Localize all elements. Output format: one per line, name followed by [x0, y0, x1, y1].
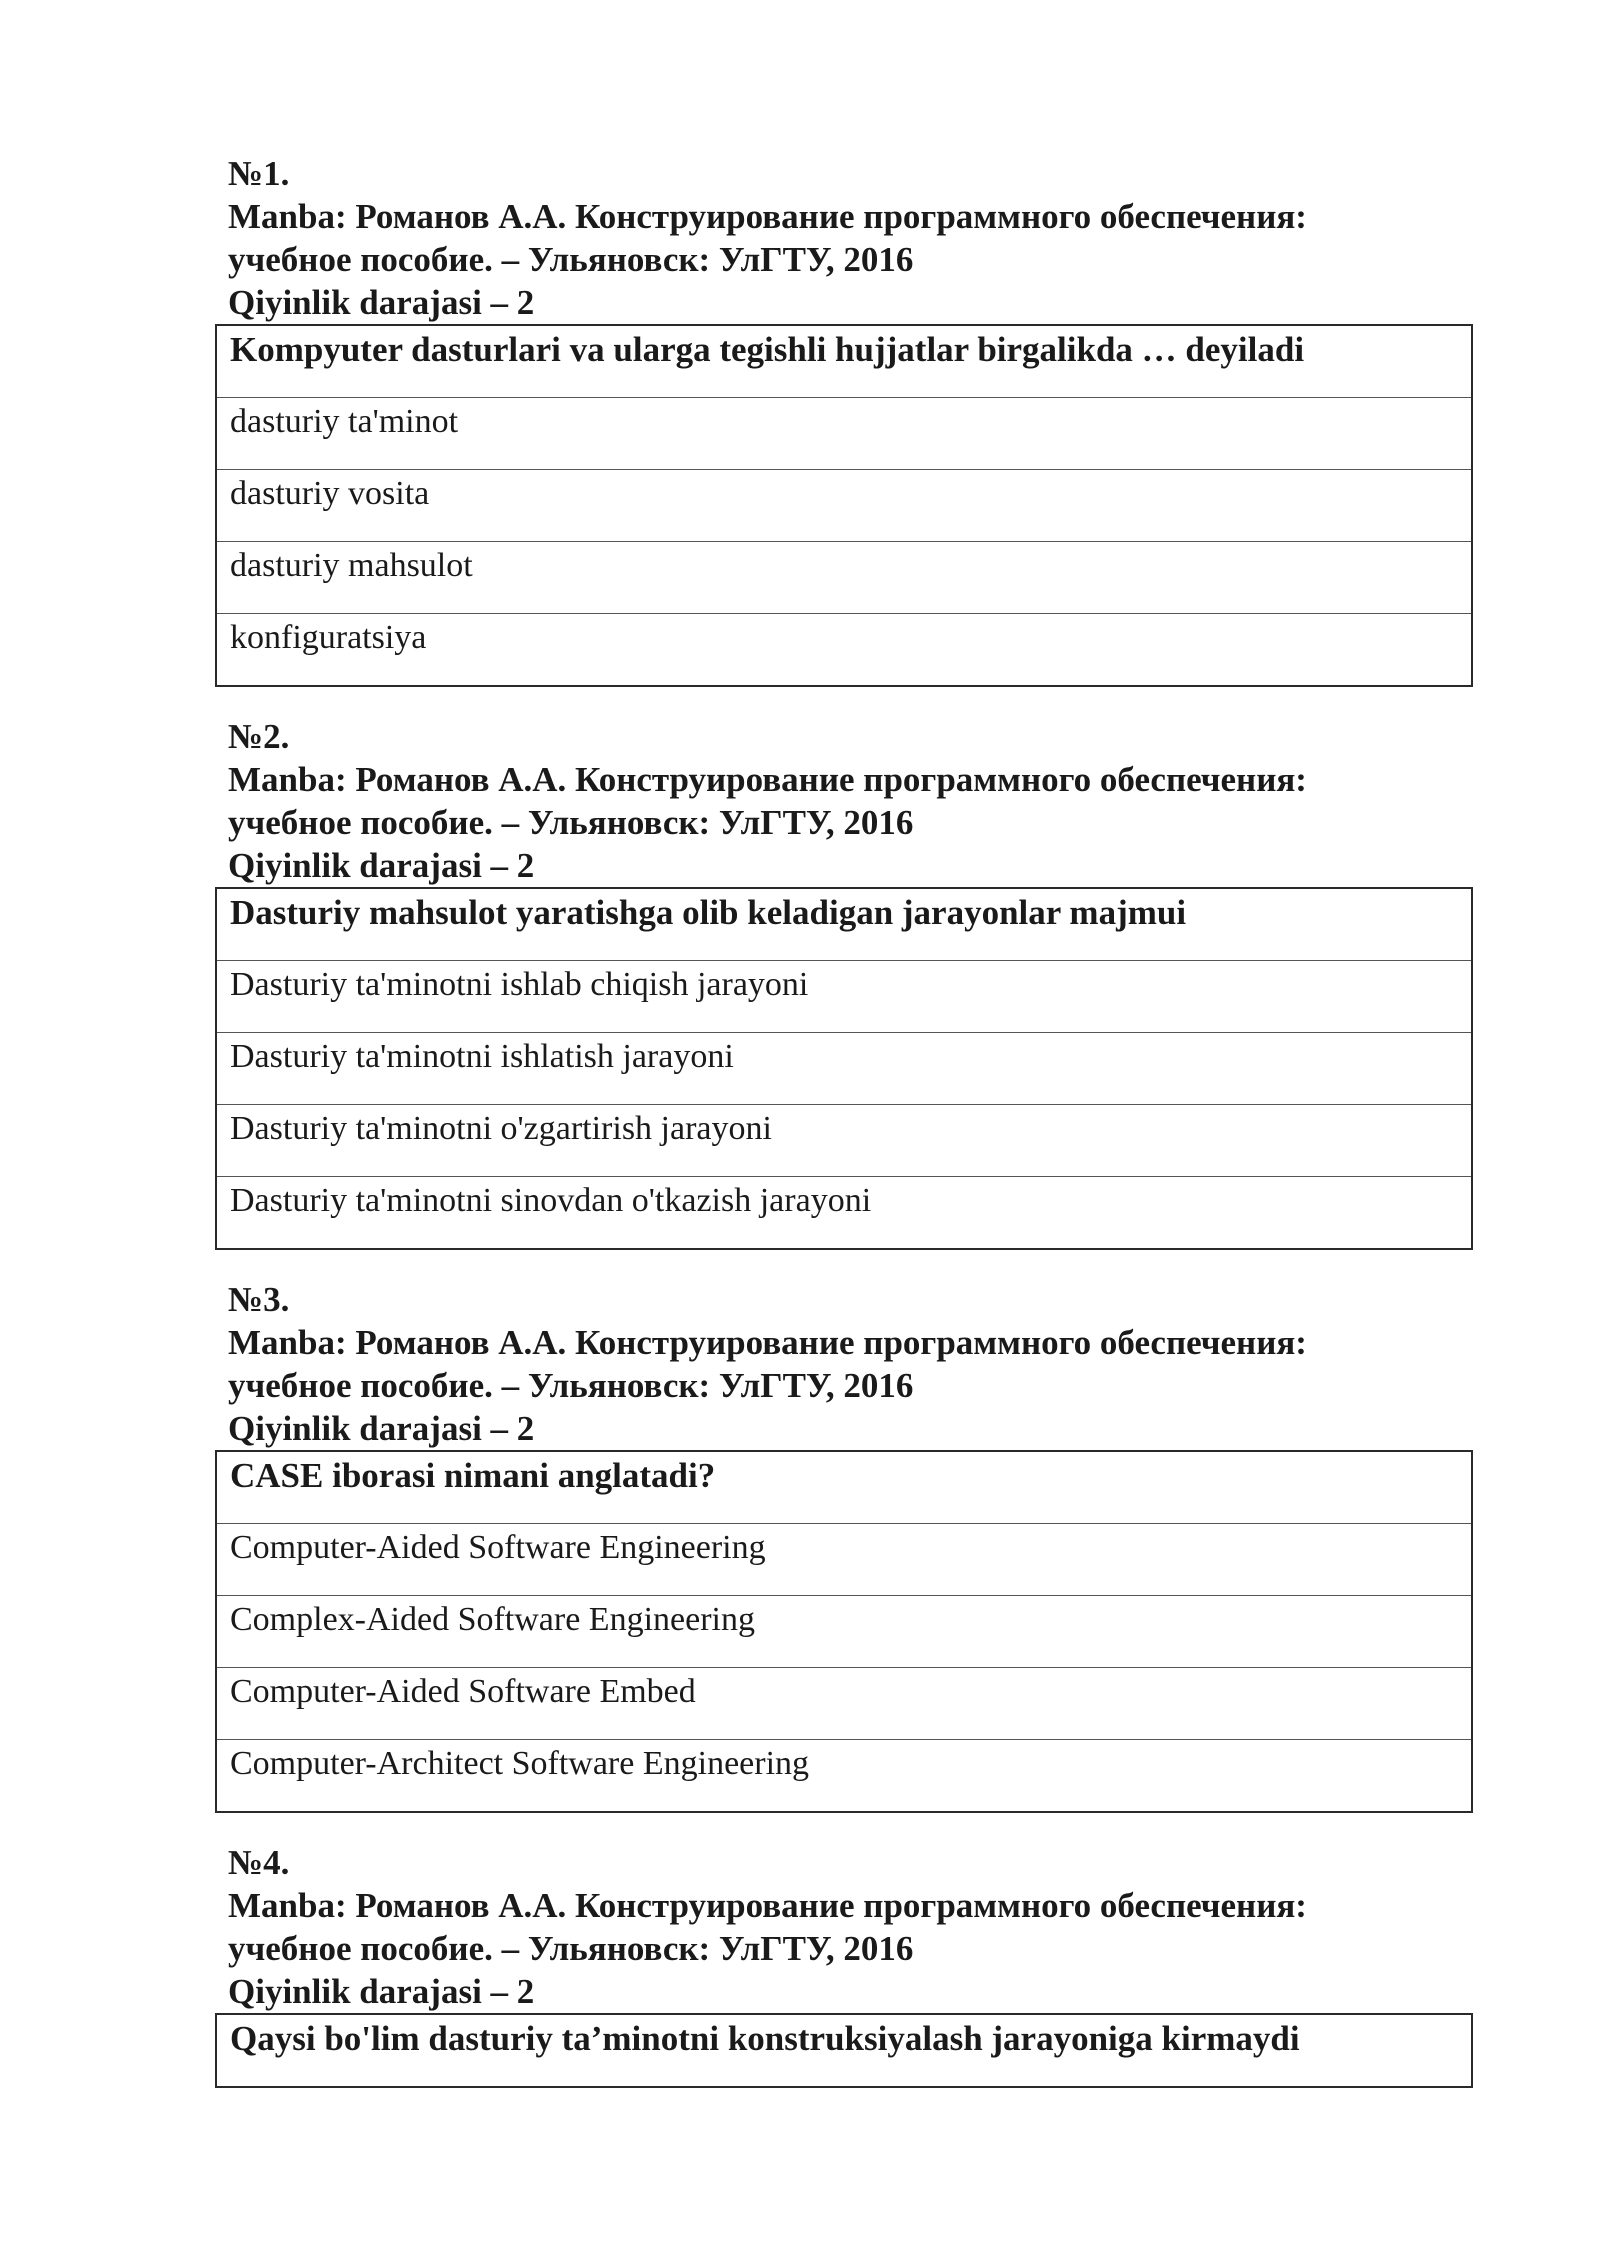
answer-row — [216, 1668, 1472, 1740]
answer-row — [216, 1177, 1472, 1250]
answer-row — [216, 470, 1472, 542]
question-number: №4. — [228, 1843, 290, 1882]
question-number: №3. — [228, 1280, 290, 1319]
question-block-2 — [215, 715, 1473, 1250]
answer-option: dasturiy ta'minot — [216, 398, 1472, 470]
answer-row — [216, 1033, 1472, 1105]
question-text: Dasturiy mahsulot yaratishga olib keladigan jarayonlar majmui — [230, 893, 1187, 932]
question-number: №2. — [228, 717, 290, 756]
difficulty-level: Qiyinlik darajasi – 2 — [228, 846, 535, 885]
answer-option: Computer-Aided Software Embed — [216, 1668, 1472, 1740]
answer-option: Complex-Aided Software Engineering — [216, 1596, 1472, 1668]
answer-option: Dasturiy ta'minotni sinovdan o'tkazish jarayoni — [216, 1177, 1472, 1250]
question-row — [216, 2014, 1472, 2087]
question-table — [215, 887, 1473, 1250]
source-line-1: Manba: Романов А.А. Конструирование программного обеспечения: — [228, 760, 1307, 799]
source-line-1: Manba: Романов А.А. Конструирование программного обеспечения: — [228, 1886, 1307, 1925]
answer-option: Dasturiy ta'minotni o'zgartirish jarayoni — [216, 1105, 1472, 1177]
question-text: Qaysi bo'lim dasturiy ta’minotni konstruksiyalash jarayoniga kirmaydi — [230, 2019, 1300, 2058]
question-table — [215, 2013, 1473, 2088]
source-line-1: Manba: Романов А.А. Конструирование программного обеспечения: — [228, 197, 1307, 236]
question-row — [216, 888, 1472, 961]
source-line-2: учебное пособие. – Ульяновск: УлГТУ, 2016 — [228, 1929, 914, 1968]
answer-option: konfiguratsiya — [216, 614, 1472, 687]
question-number: №1. — [228, 154, 290, 193]
answer-row — [216, 398, 1472, 470]
answer-row — [216, 1740, 1472, 1813]
question-row — [216, 1451, 1472, 1524]
source-line-2: учебное пособие. – Ульяновск: УлГТУ, 2016 — [228, 803, 914, 842]
question-block-1 — [215, 152, 1473, 687]
question-row — [216, 325, 1472, 398]
answer-option: Dasturiy ta'minotni ishlab chiqish jarayoni — [216, 961, 1472, 1033]
question-table — [215, 1450, 1473, 1813]
question-block-3 — [215, 1278, 1473, 1813]
answer-option: Dasturiy ta'minotni ishlatish jarayoni — [216, 1033, 1472, 1105]
source-line-1: Manba: Романов А.А. Конструирование программного обеспечения: — [228, 1323, 1307, 1362]
difficulty-level: Qiyinlik darajasi – 2 — [228, 1409, 535, 1448]
answer-row — [216, 542, 1472, 614]
answer-option: Computer-Aided Software Engineering — [216, 1524, 1472, 1596]
difficulty-level: Qiyinlik darajasi – 2 — [228, 1972, 535, 2011]
answer-option: dasturiy mahsulot — [216, 542, 1472, 614]
answer-option: dasturiy vosita — [216, 470, 1472, 542]
question-block-4 — [215, 1841, 1473, 2088]
source-line-2: учебное пособие. – Ульяновск: УлГТУ, 2016 — [228, 1366, 914, 1405]
difficulty-level: Qiyinlik darajasi – 2 — [228, 283, 535, 322]
question-text: CASE iborasi nimani anglatadi? — [230, 1456, 716, 1495]
answer-row — [216, 1596, 1472, 1668]
question-table — [215, 324, 1473, 687]
answer-row — [216, 1524, 1472, 1596]
answer-row — [216, 961, 1472, 1033]
question-text: Kompyuter dasturlari va ularga tegishli hujjatlar birgalikda … deyiladi — [230, 330, 1305, 369]
answer-row — [216, 1105, 1472, 1177]
answer-option: Computer-Architect Software Engineering — [216, 1740, 1472, 1813]
source-line-2: учебное пособие. – Ульяновск: УлГТУ, 2016 — [228, 240, 914, 279]
answer-row — [216, 614, 1472, 687]
